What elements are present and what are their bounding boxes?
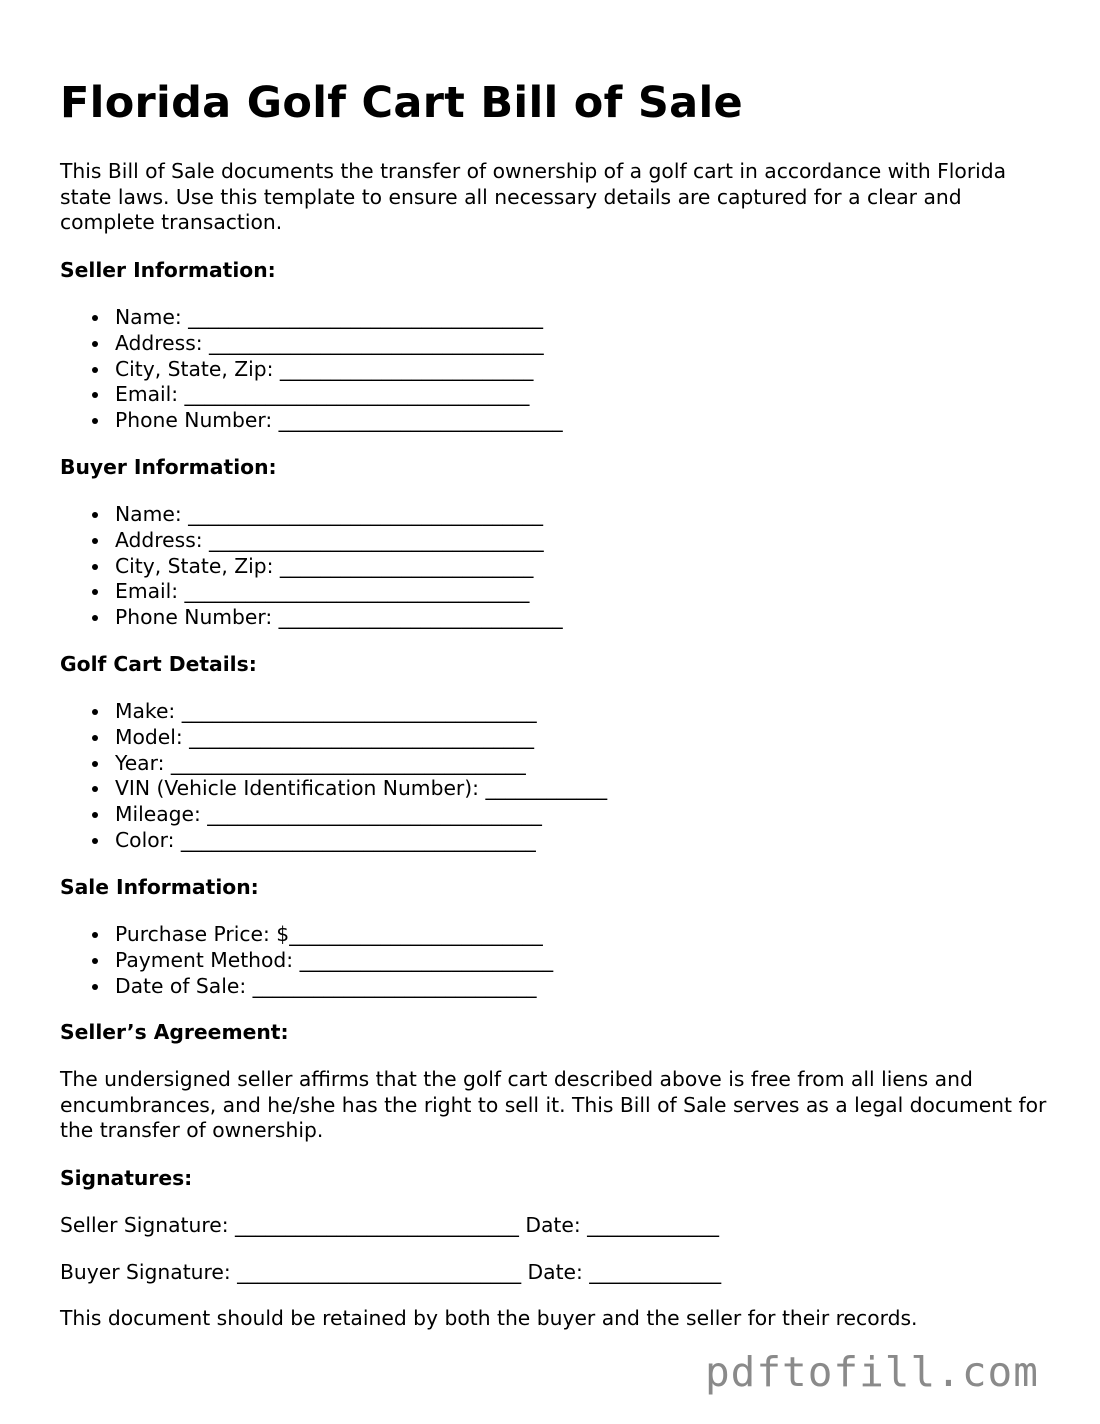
- buyer-phone-field[interactable]: Phone Number: ____________________________: [60, 605, 563, 631]
- agreement-heading: Seller’s Agreement:: [60, 1020, 289, 1044]
- buyer-address-field[interactable]: Address: _________________________________: [60, 528, 563, 554]
- signatures-heading: Signatures:: [60, 1166, 193, 1190]
- payment-method-field[interactable]: Payment Method: _________________________: [60, 948, 553, 974]
- seller-city-state-zip-field[interactable]: City, State, Zip: _________________________: [60, 357, 563, 383]
- retention-note: This document should be retained by both the buyer and the seller for their records.: [60, 1306, 918, 1330]
- seller-name-field[interactable]: Name: ___________________________________: [60, 305, 563, 331]
- date-of-sale-field[interactable]: Date of Sale: ____________________________: [60, 974, 553, 1000]
- page-title: Florida Golf Cart Bill of Sale: [60, 78, 743, 128]
- intro-paragraph: This Bill of Sale documents the transfer of ownership of a golf cart in accordance with Florida state laws. Use this template to ensure all necessary details are captured for a clear and complete transaction.: [60, 159, 1007, 235]
- agreement-paragraph: The undersigned seller affirms that the golf cart described above is free from all liens and encumbrances, and he/she has the right to sell it. This Bill of Sale serves as a legal document for the transfer of ownership.: [60, 1067, 1047, 1143]
- cart-mileage-field[interactable]: Mileage: _________________________________: [60, 802, 607, 828]
- cart-vin-field[interactable]: VIN (Vehicle Identification Number): ____________: [60, 776, 607, 802]
- cart-model-field[interactable]: Model: __________________________________: [60, 725, 607, 751]
- buyer-fields-list: [60, 502, 563, 631]
- purchase-price-field[interactable]: Purchase Price: $_________________________: [60, 922, 553, 948]
- cart-year-field[interactable]: Year: ___________________________________: [60, 751, 607, 777]
- seller-address-field[interactable]: Address: _________________________________: [60, 331, 563, 357]
- cart-color-field[interactable]: Color: ___________________________________: [60, 828, 607, 854]
- cart-heading: Golf Cart Details:: [60, 652, 257, 676]
- sale-fields-list: [60, 922, 553, 999]
- buyer-signature-line[interactable]: Buyer Signature: ____________________________ Date: _____________: [60, 1260, 722, 1284]
- buyer-heading: Buyer Information:: [60, 455, 277, 479]
- seller-signature-line[interactable]: Seller Signature: ____________________________ Date: _____________: [60, 1213, 719, 1237]
- watermark-logo: pdftofill.com: [705, 1348, 1039, 1396]
- cart-make-field[interactable]: Make: ___________________________________: [60, 699, 607, 725]
- seller-fields-list: [60, 305, 563, 434]
- buyer-email-field[interactable]: Email: __________________________________: [60, 579, 563, 605]
- buyer-name-field[interactable]: Name: ___________________________________: [60, 502, 563, 528]
- buyer-city-state-zip-field[interactable]: City, State, Zip: _________________________: [60, 554, 563, 580]
- seller-email-field[interactable]: Email: __________________________________: [60, 382, 563, 408]
- seller-heading: Seller Information:: [60, 258, 276, 282]
- seller-phone-field[interactable]: Phone Number: ____________________________: [60, 408, 563, 434]
- sale-heading: Sale Information:: [60, 875, 259, 899]
- cart-fields-list: [60, 699, 607, 854]
